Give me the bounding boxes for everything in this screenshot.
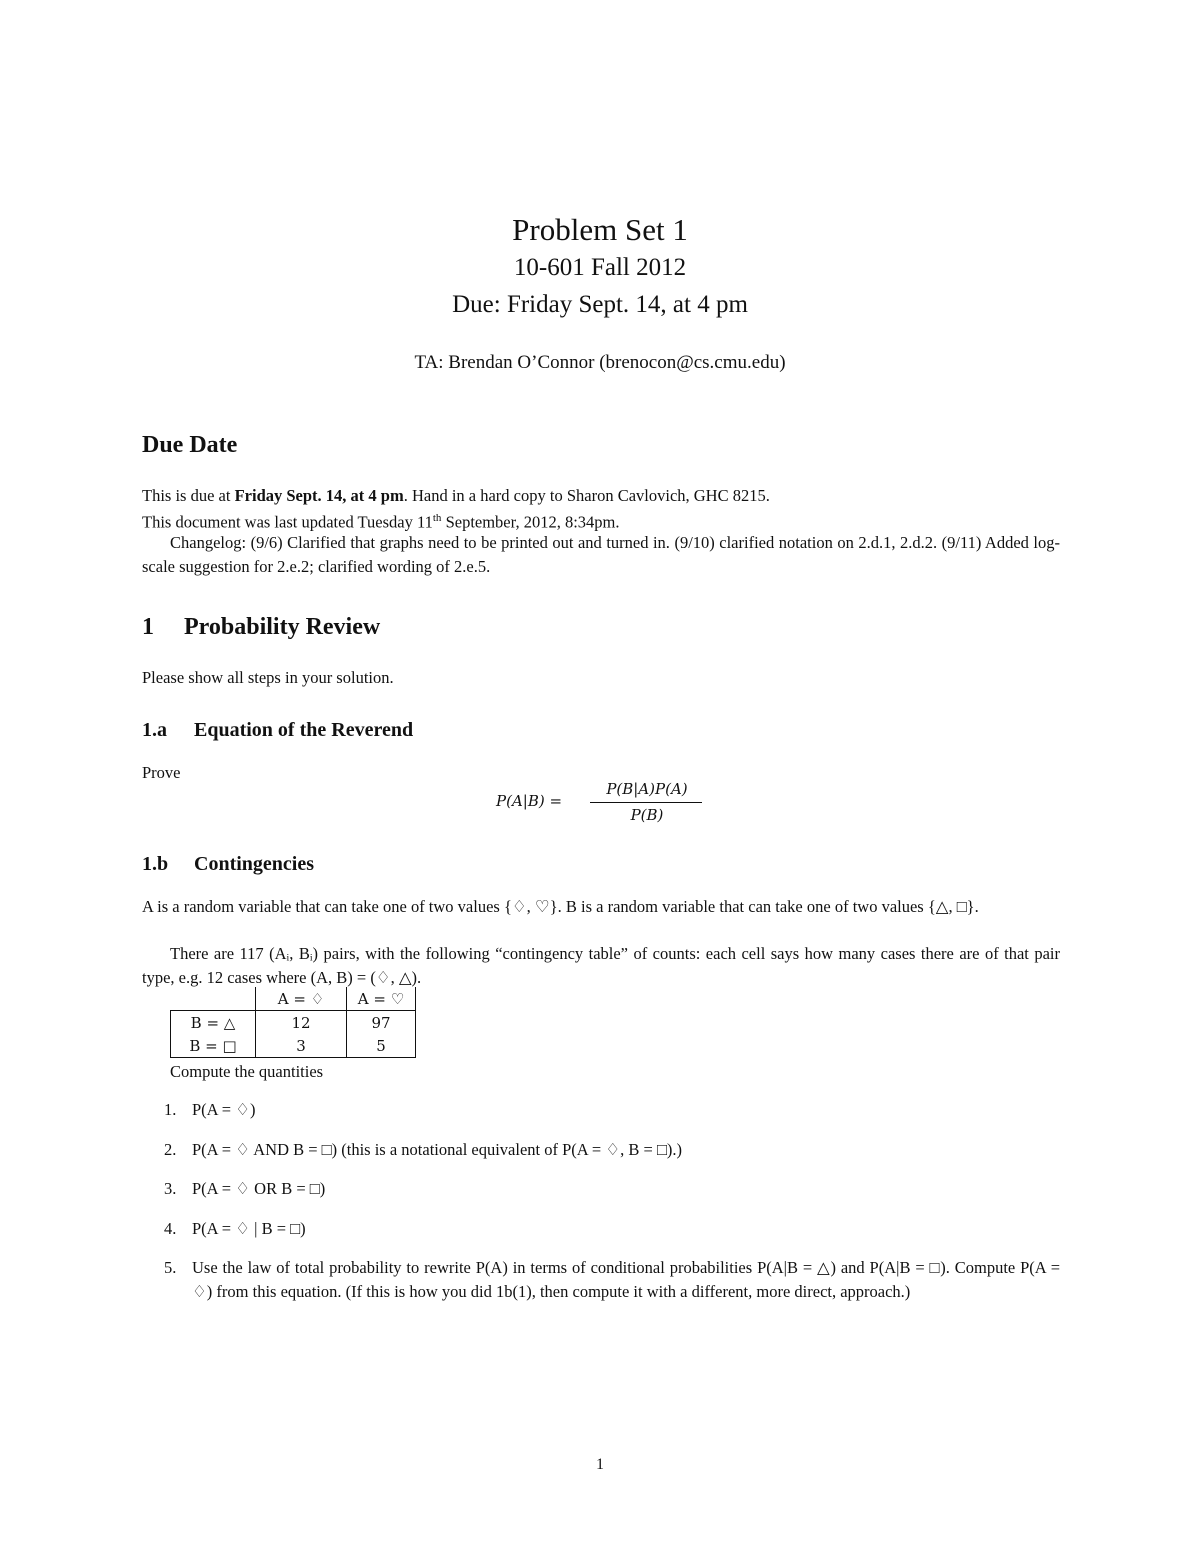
item-number: 3.: [164, 1179, 177, 1198]
table-cell: 12: [256, 1011, 347, 1035]
equation-denominator: P(B): [630, 806, 664, 824]
item-number: 2.: [164, 1139, 177, 1159]
list-item: [142, 1217, 1060, 1241]
contingency-table: [170, 987, 416, 1058]
table-row-label: B = □: [171, 1034, 256, 1058]
table-header-row: [171, 987, 416, 1011]
due-date-line2-post: September, 2012, 8:34pm.: [441, 512, 620, 532]
item-text: P(A = ♢): [192, 1100, 256, 1119]
compute-label: Compute the quantities: [170, 1062, 324, 1081]
equation-lhs: P(A|B) =: [496, 792, 563, 810]
subsection-1b-heading: [142, 853, 314, 876]
due-date-line1-post: . Hand in a hard copy to Sharon Cavlovich, GHC 8215.: [403, 486, 770, 505]
section-1-intro: Please show all steps in your solution.: [142, 668, 394, 687]
due-line: Due: Friday Sept. 14, at 4 pm: [452, 291, 748, 318]
table-col-header: A = ♢: [256, 987, 347, 1011]
prove-label: Prove: [142, 763, 181, 782]
section-1-title: Probability Review: [184, 614, 381, 640]
table-cell: 97: [347, 1011, 416, 1035]
due-date-line1-pre: This is due at: [142, 486, 235, 505]
list-item: [142, 1138, 1060, 1162]
table-row: [171, 1034, 416, 1058]
item-number: 5.: [164, 1258, 177, 1277]
list-item: [142, 1177, 1060, 1201]
table-cell: 5: [347, 1034, 416, 1058]
item-text: Use the law of total probability to rewrite P(A) in terms of conditional probabilities P(A|B = △) and P(A|B = □). Compute P(A = ♢) from this equation. (If this is how you did 1b(1), then compute it with a different, more direct, approach.): [192, 1258, 1060, 1301]
changelog-paragraph: Changelog: (9/6) Clarified that graphs need to be printed out and turned in. (9/10) clarified notation on 2.d.1, 2.d.2. (9/11) Added log-scale suggestion for 2.e.2; clarified wording of 2.e.5.: [142, 533, 1060, 576]
subsection-1a-number: 1.a: [142, 719, 167, 741]
contingency-para-2: There are 117 (Aᵢ, Bᵢ) pairs, with the following “contingency table” of counts: each cell says how many cases there are of that pair type, e.g. 12 cases where (A, B) = (♢, △).: [142, 944, 1060, 987]
subsection-1b-title: Contingencies: [194, 853, 314, 875]
list-item: [142, 1098, 1060, 1122]
equation-numerator: P(B|A)P(A): [606, 780, 688, 798]
due-date-line1-bold: Friday Sept. 14, at 4 pm: [234, 486, 404, 505]
contingency-para-1: A is a random variable that can take one of two values {♢, ♡}. B is a random variable that can take one of two values {△, □}.: [142, 897, 979, 916]
table-row: [171, 1011, 416, 1035]
subsection-1b-number: 1.b: [142, 853, 169, 875]
item-text: P(A = ♢ | B = □): [192, 1218, 306, 1238]
item-number: 4.: [164, 1218, 177, 1238]
due-date-line2-pre: This document was last updated Tuesday 11: [142, 512, 433, 532]
item-text: P(A = ♢ OR B = □): [192, 1179, 326, 1198]
table-row-label: B = △: [171, 1011, 256, 1035]
ta-line: TA: Brendan O’Connor (brenocon@cs.cmu.edu): [414, 352, 786, 373]
due-date-line-1: [142, 484, 1060, 508]
due-date-line-2: [142, 507, 1060, 534]
page-number: 1: [596, 1456, 604, 1473]
document-title: Problem Set 1: [512, 212, 688, 247]
due-date-line2-sup: th: [432, 512, 442, 524]
subsection-1a-title: Equation of the Reverend: [194, 719, 414, 741]
section-1-number: 1: [142, 614, 154, 640]
list-item: [142, 1256, 1060, 1303]
subsection-1a-heading: [142, 719, 413, 742]
question-list: [142, 1098, 1060, 1319]
due-date-heading: Due Date: [142, 432, 238, 458]
table-col-header: A = ♡: [347, 987, 416, 1011]
course-line: 10-601 Fall 2012: [513, 254, 687, 281]
fraction-bar: [590, 802, 702, 803]
item-number: 1.: [164, 1100, 177, 1119]
table-cell: 3: [256, 1034, 347, 1058]
item-text: P(A = ♢ AND B = □) (this is a notational equivalent of P(A = ♢, B = □).): [192, 1139, 683, 1159]
section-1-heading: [142, 614, 380, 641]
table-corner-cell: [171, 987, 256, 1011]
